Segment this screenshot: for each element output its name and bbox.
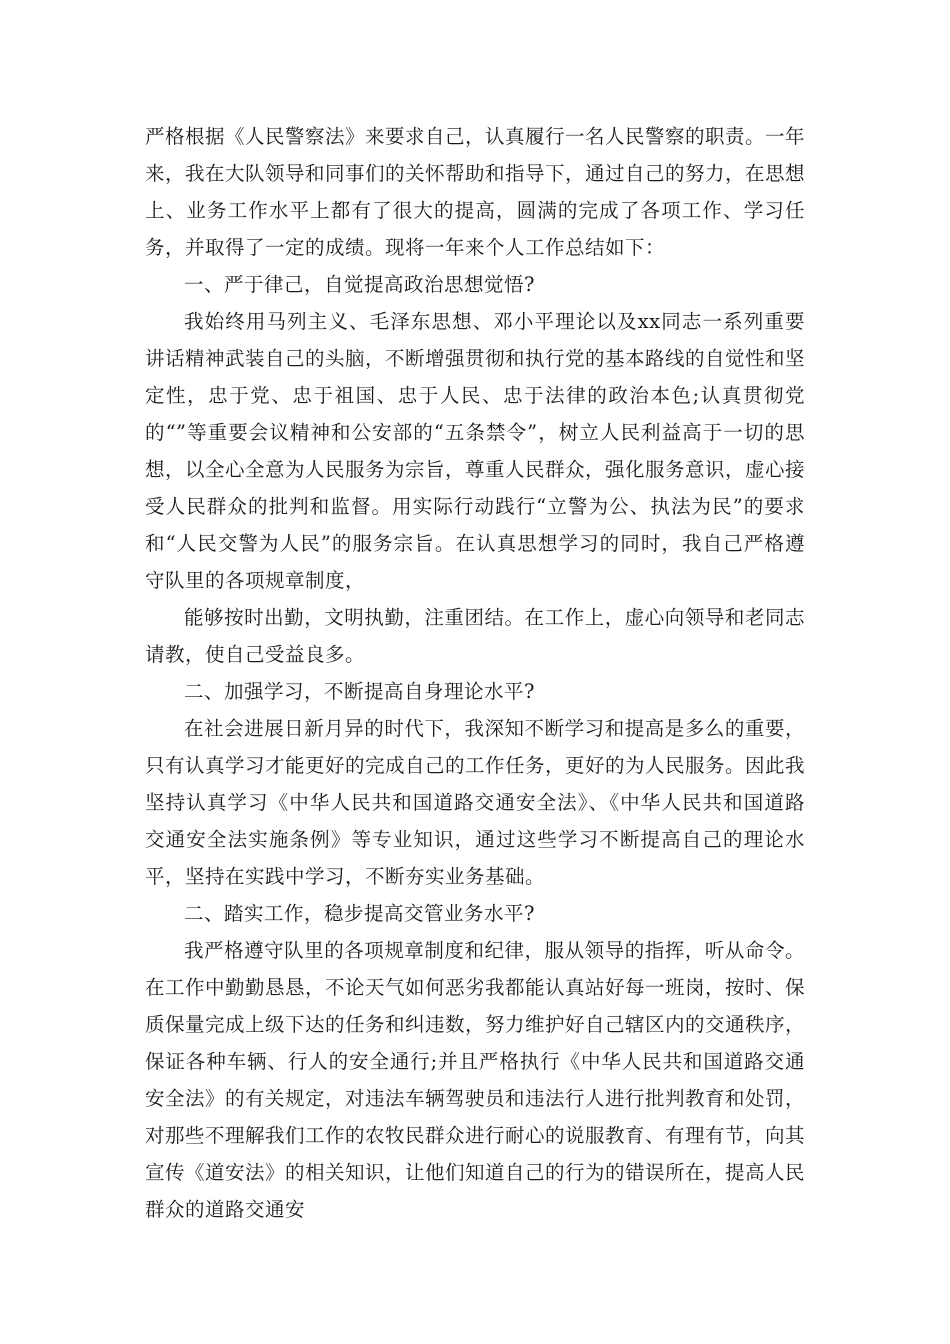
- paragraph-study: 在社会进展日新月异的时代下，我深知不断学习和提高是多么的重要，只有认真学习才能更好的完成自己的工作任务，更好的为人民服务。因此我坚持认真学习《中华人民共和国道路交通安全法》、《中华人民共和国道路交通安全法实施条例》等专业知识，通过这些学习不断提高自己的理论水平，坚持在实践中学习，不断夯实业务基础。: [145, 717, 806, 888]
- paragraph-intro: 严格根据《人民警察法》来要求自己，认真履行一名人民警察的职责。一年来，我在大队领导和同事们的关怀帮助和指导下，通过自己的努力，在思想上、业务工作水平上都有了很大的提高，圆满的完成了各项工作、学习任务，并取得了一定的成绩。现将一年来个人工作总结如下：: [145, 125, 806, 259]
- document-body: [145, 118, 805, 1228]
- paragraph-political: 我始终用马列主义、毛泽东思想、邓小平理论以及xx同志一系列重要讲话精神武装自己的头脑，不断增强贯彻和执行党的基本路线的自觉性和坚定性，忠于党、忠于祖国、忠于人民、忠于法律的政治本色;认真贯彻党的“”等重要会议精神和公安部的“五条禁令”，树立人民利益高于一切的思想，以全心全意为人民服务为宗旨，尊重人民群众，强化服务意识，虚心接受人民群众的批判和监督。用实际行动践行“立警为公、执法为民”的要求和“人民交警为人民”的服务宗旨。在认真思想学习的同时，我自己严格遵守队里的各项规章制度，: [145, 310, 806, 592]
- section-heading-1: 一、严于律己，自觉提高政治思想觉悟?: [184, 273, 535, 296]
- section-heading-2: 二、加强学习，不断提高自身理论水平?: [184, 680, 535, 703]
- section-heading-3: 二、踏实工作，稳步提高交管业务水平?: [184, 902, 535, 925]
- paragraph-attendance: 能够按时出勤，文明执勤，注重团结。在工作上，虚心向领导和老同志请教，使自己受益良多。: [145, 606, 805, 666]
- paragraph-work: 我严格遵守队里的各项规章制度和纪律，服从领导的指挥，听从命令。在工作中勤勤恳恳，不论天气如何恶劣我都能认真站好每一班岗，按时、保质保量完成上级下达的任务和纠违数，努力维护好自己辖区内的交通秩序，保证各种车辆、行人的安全通行;并且严格执行《中华人民共和国道路交通安全法》的有关规定，对违法车辆驾驶员和违法行人进行批判教育和处罚，对那些不理解我们工作的农牧民群众进行耐心的说服教育、有理有节，向其宣传《道安法》的相关知识，让他们知道自己的行为的错误所在，提高人民群众的道路交通安: [145, 939, 806, 1221]
